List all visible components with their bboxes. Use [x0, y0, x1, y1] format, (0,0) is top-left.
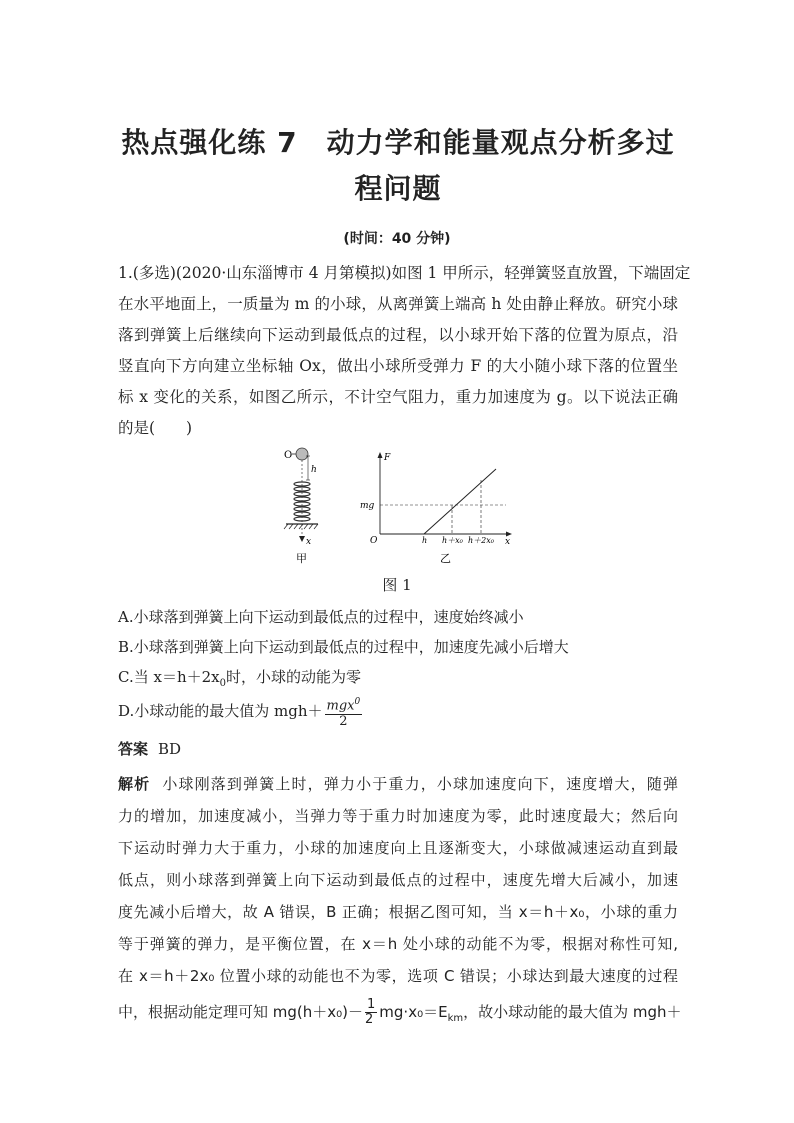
tick-h-2x0: h＋2x₀	[468, 536, 494, 545]
option-c: C.当 $x=h+2x_0$时，小球的动能为零	[118, 668, 361, 689]
figure-caption: 图 1	[382, 576, 412, 594]
fraction: $\frac{mgx^0}{2}$	[326, 697, 361, 729]
question-line: 1.(多选)(2020·山东淄博市 4 月第模拟)如图 1 甲所示，轻弹簧竖直放置，下端固定	[118, 264, 691, 282]
option-a: A.小球落到弹簧上向下运动到最低点的过程中，速度始终减小	[118, 608, 524, 626]
page-title	[118, 120, 678, 212]
solution	[118, 768, 682, 1032]
solution-line: 等于弹簧的弹力，是平衡位置，在 x＝h 处小球的动能不为零，根据对称性可知,	[118, 935, 678, 953]
solution-line: 中，根据动能定理可知 mg(h＋x₀)－ $\frac{1}{2}$ $mg\cdot x_0=E_{km}$，故小球动能的最大值为 mgh＋	[118, 997, 682, 1027]
title-line-1: 热点强化练 7 动力学和能量观点分析多过	[121, 126, 675, 159]
option-d: D.小球动能的最大值为 mgh＋ $\frac{mgx^0}{2}$	[118, 697, 361, 729]
force-graph	[360, 452, 512, 565]
solution-line: 下运动时弹力大于重力，小球的加速度向上且逐渐变大，小球做减速运动直到最	[118, 839, 678, 857]
answer-value: BD	[158, 740, 182, 758]
tick-h-x0: h＋x₀	[442, 536, 463, 545]
question-line: 落到弹簧上后继续向下运动到最低点的过程，以小球开始下落的位置为原点，沿	[118, 326, 678, 344]
answer	[118, 738, 181, 759]
solution-line: 低点，则小球落到弹簧上向下运动到最低点的过程中，速度先增大后减小，加速	[118, 871, 678, 889]
title-line-2: 程问题	[354, 172, 442, 205]
x-label-left: x	[306, 537, 312, 547]
option-b: B.小球落到弹簧上向下运动到最低点的过程中，加速度先减小后增大	[118, 638, 569, 656]
solution-line: 力的增加，加速度减小，当弹力等于重力时加速度为零，此时速度最大；然后向	[118, 807, 678, 825]
question-line: 竖直向下方向建立坐标轴 Ox，做出小球所受弹力 F 的大小随小球下落的位置坐	[118, 357, 678, 375]
force-line	[424, 469, 496, 534]
x-axis-label: x	[505, 537, 511, 547]
ground-hatch	[284, 524, 318, 529]
time-note: (时间：40 分钟)	[343, 231, 451, 247]
solution-label: 解析	[118, 775, 151, 793]
origin-label-right: O	[370, 536, 378, 546]
figure-label-jia: 甲	[296, 552, 307, 565]
mg-label: mg	[360, 501, 375, 511]
f-axis-label: F	[384, 453, 391, 463]
origin-label-left: O	[284, 450, 293, 461]
options-list	[118, 602, 698, 730]
solution-line: 在 x＝h＋2x₀ 位置小球的动能也不为零，选项 C 错误；小球达到最大速度的过程	[118, 967, 678, 985]
question-line: 的是( )	[118, 419, 193, 437]
solution-line: 度先减小后增大，故 A 错误，B 正确；根据乙图可知，当 x＝h＋x₀，小球的重力	[118, 903, 678, 921]
h-label-left: h	[311, 465, 317, 475]
spring-icon	[294, 482, 310, 521]
answer-label: 答案	[118, 740, 149, 758]
spring-diagram	[284, 448, 318, 565]
figure-1	[270, 444, 530, 576]
ball-icon	[296, 448, 308, 460]
question-line: 标 x 变化的关系，如图乙所示，不计空气阻力，重力加速度为 g。以下说法正确	[118, 388, 678, 406]
question-text	[118, 258, 691, 444]
figure-label-yi: 乙	[440, 552, 451, 565]
solution-line: 解析 小球刚落到弹簧上时，弹力小于重力，小球加速度向下，速度增大，随弹	[118, 775, 678, 793]
question-line: 在水平地面上，一质量为 m 的小球，从离弹簧上端高 h 处由静止释放。研究小球	[118, 295, 678, 313]
tick-h: h	[422, 536, 428, 545]
fraction: $\frac{1}{2}$	[365, 997, 376, 1027]
